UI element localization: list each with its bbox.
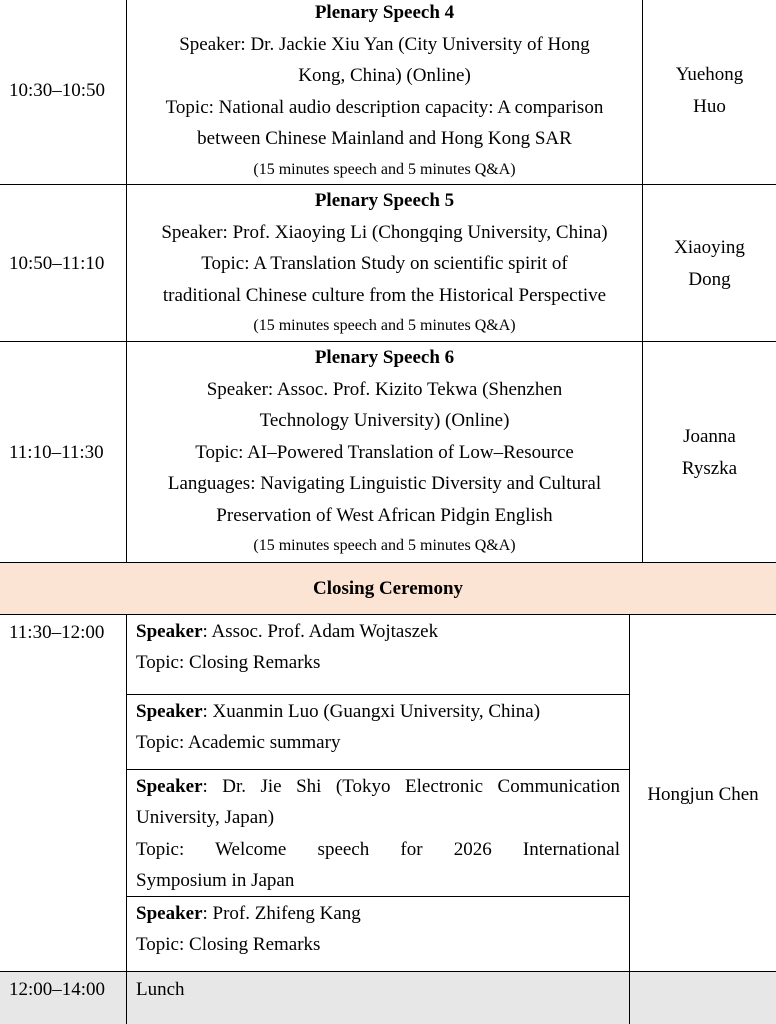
time-slot: 11:30–12:00 — [9, 622, 105, 643]
speaker-line: Speaker: Prof. Xiaoying Li (Chongqing University, China) — [161, 221, 608, 243]
speaker-line: Speaker: Assoc. Prof. Adam Wojtaszek — [136, 621, 439, 642]
topic-line: Topic: AI–Powered Translation of Low–Resource — [195, 441, 574, 463]
speaker-line: University, Japan) — [136, 807, 275, 829]
topic-line: Topic: National audio description capacity: A comparison — [165, 96, 604, 118]
row-divider — [0, 971, 776, 972]
sub-divider — [126, 769, 630, 770]
chair-line: Yuehong — [675, 64, 744, 85]
chair — [643, 59, 776, 122]
closing-chair: Hongjun Chen — [647, 784, 759, 805]
topic-line: Topic: Academic summary — [136, 732, 341, 754]
speaker-label: Speaker — [136, 776, 203, 797]
plenary-speech-6 — [127, 342, 642, 561]
topic-line: Topic: Closing Remarks — [136, 652, 321, 674]
topic-line: Symposium in Japan — [136, 869, 295, 891]
closing-item — [127, 616, 629, 679]
sub-divider — [126, 694, 630, 695]
topic-line: traditional Chinese culture from the Historical Perspective — [162, 284, 607, 306]
topic-line: Topic: Welcome speech for 2026 International — [136, 838, 620, 860]
lunch-row-band — [0, 971, 776, 1024]
speaker-label: Speaker — [136, 903, 203, 924]
chair-line: Huo — [693, 95, 726, 117]
closing-item — [127, 696, 629, 759]
speaker-label: Speaker — [136, 701, 203, 722]
time-slot: 10:30–10:50 — [9, 80, 106, 101]
column-divider — [629, 614, 630, 1024]
session-title: Plenary Speech 6 — [314, 347, 455, 368]
chair-line: Joanna — [683, 426, 736, 447]
section-title: Closing Ceremony — [312, 578, 464, 599]
speaker-label: Speaker — [136, 621, 203, 642]
closing-item — [127, 771, 629, 896]
session-note: (15 minutes speech and 5 minutes Q&A) — [253, 160, 516, 178]
session-note: (15 minutes speech and 5 minutes Q&A) — [253, 537, 516, 554]
chair — [643, 232, 776, 295]
time-slot: 11:10–11:30 — [9, 442, 104, 463]
topic-line: between Chinese Mainland and Hong Kong SAR — [197, 128, 572, 149]
speaker-line: Speaker: Dr. Jackie Xiu Yan (City University of Hong — [179, 33, 590, 55]
topic-line: Topic: A Translation Study on scientific spirit of — [201, 253, 568, 274]
lunch-label: Lunch — [136, 979, 185, 1000]
topic-line: Topic: Closing Remarks — [136, 934, 321, 956]
speaker-line: Speaker: Dr. Jie Shi (Tokyo Electronic Communication — [136, 776, 620, 797]
session-title: Plenary Speech 5 — [314, 190, 455, 211]
session-note: (15 minutes speech and 5 minutes Q&A) — [253, 317, 516, 334]
speaker-line: Speaker: Xuanmin Luo (Guangxi University, China) — [136, 701, 541, 722]
session-title: Plenary Speech 4 — [314, 2, 455, 23]
plenary-speech-5 — [127, 185, 642, 341]
speaker-line: Kong, China) (Online) — [298, 65, 471, 86]
closing-item — [127, 898, 629, 961]
topic-line: Preservation of West African Pidgin English — [216, 504, 553, 526]
speaker-line: Technology University) (Online) — [259, 410, 510, 431]
chair — [643, 421, 776, 484]
chair-line: Xiaoying — [674, 237, 745, 258]
speaker-line: Speaker: Prof. Zhifeng Kang — [136, 903, 361, 924]
row-divider — [0, 562, 776, 563]
topic-line: Languages: Navigating Linguistic Diversity and Cultural — [167, 473, 602, 494]
chair-line: Dong — [688, 268, 731, 290]
plenary-speech-4 — [127, 0, 642, 185]
time-slot: 12:00–14:00 — [9, 979, 106, 1000]
row-divider — [0, 614, 776, 615]
chair-line: Ryszka — [681, 457, 738, 479]
time-slot: 10:50–11:10 — [9, 253, 105, 274]
speaker-line: Speaker: Assoc. Prof. Kizito Tekwa (Shenzhen — [206, 378, 563, 400]
